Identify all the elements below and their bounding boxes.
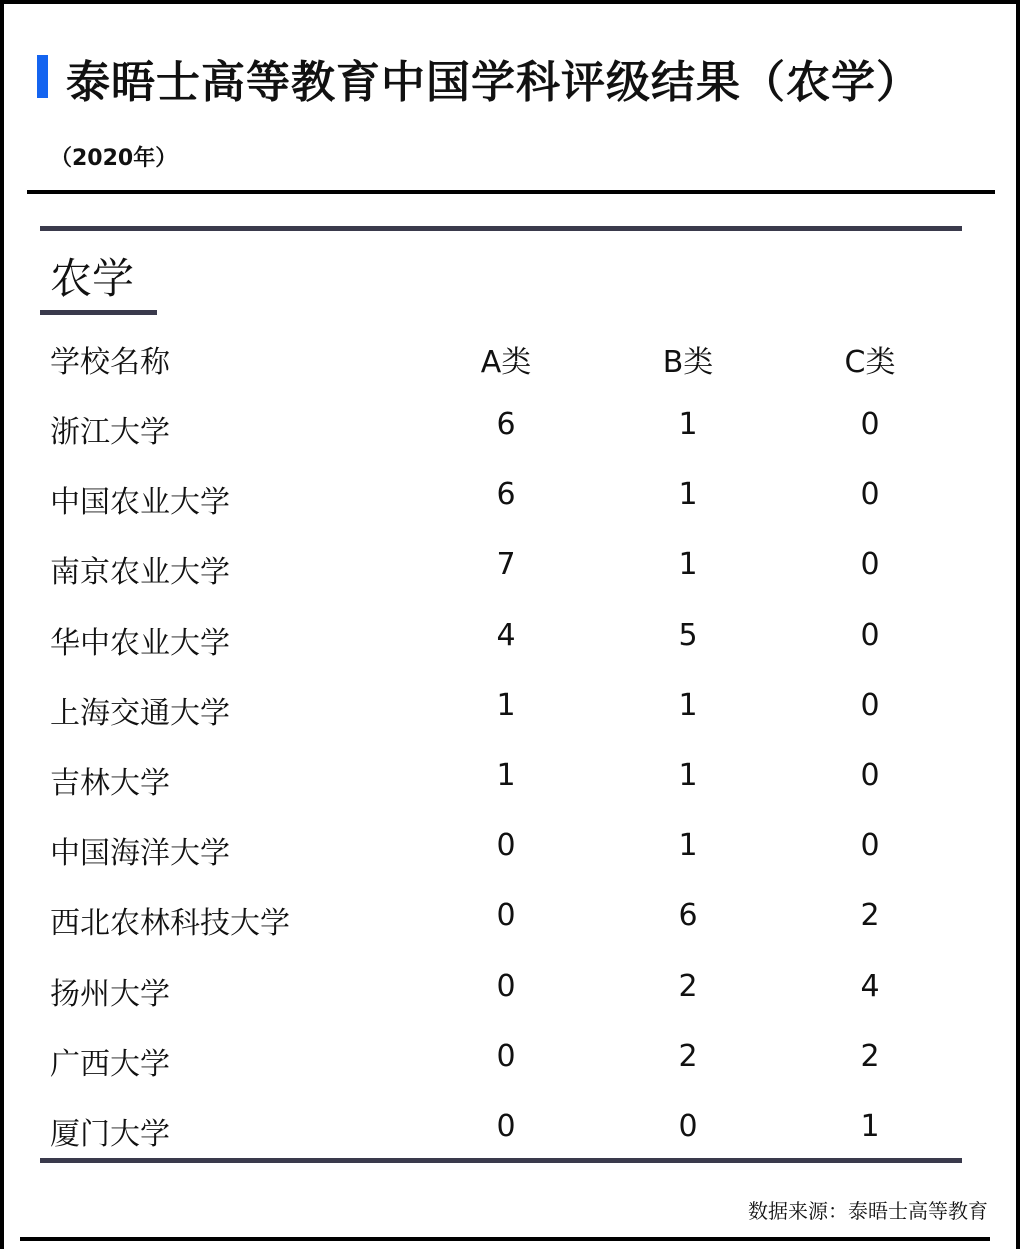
a-count: 6 (496, 477, 516, 513)
b-count: 2 (678, 968, 698, 1004)
a-count: 0 (496, 1109, 516, 1144)
table-row (0, 968, 1020, 1012)
school-name: 厦门大学 (50, 1117, 170, 1152)
table-row (0, 407, 1020, 450)
b-count: 1 (678, 828, 698, 864)
table-row (0, 828, 1020, 872)
divider (27, 190, 995, 194)
c-count: 0 (860, 617, 880, 653)
a-count: 0 (496, 828, 516, 864)
a-count: 1 (496, 687, 516, 723)
c-count: 0 (860, 547, 880, 583)
school-name: 中国海洋大学 (50, 836, 230, 872)
c-count: 2 (860, 1038, 880, 1074)
c-count: 1 (860, 1109, 880, 1144)
b-count: 2 (678, 1038, 698, 1074)
section-title: 农学 (50, 254, 135, 303)
b-count: 6 (678, 898, 698, 934)
a-count: 6 (496, 407, 516, 442)
a-count: 7 (496, 547, 516, 583)
school-name: 广西大学 (50, 1046, 170, 1082)
c-count: 0 (860, 477, 880, 513)
table-row (0, 547, 1020, 591)
a-count: 0 (496, 1038, 516, 1074)
table-row (0, 898, 1020, 942)
a-count: 4 (496, 617, 516, 653)
table-row (0, 477, 1020, 521)
a-count: 1 (496, 758, 516, 793)
a-count: 0 (496, 968, 516, 1004)
c-count: 0 (860, 687, 880, 723)
c-count: 2 (860, 898, 880, 934)
school-name: 吉林大学 (50, 766, 170, 801)
table-row (0, 758, 1020, 801)
header-school: 学校名称 (50, 345, 170, 380)
c-count: 4 (860, 968, 880, 1004)
data-source: 数据来源：泰晤士高等教育 (748, 1199, 988, 1223)
c-count: 0 (860, 758, 880, 793)
school-name: 上海交通大学 (50, 695, 230, 731)
school-name: 浙江大学 (50, 415, 170, 450)
school-name: 西北农林科技大学 (50, 906, 290, 942)
b-count: 1 (678, 758, 698, 793)
b-count: 1 (678, 687, 698, 723)
table-row (0, 1038, 1020, 1082)
footer-rule (20, 1237, 990, 1241)
table-row (0, 687, 1020, 731)
table-top-rule (40, 226, 962, 231)
school-name: 华中农业大学 (50, 625, 230, 661)
school-name: 扬州大学 (50, 976, 170, 1012)
page-subtitle: （2020年） (50, 146, 178, 171)
section-underline (40, 310, 157, 315)
page-title: 泰晤士高等教育中国学科评级结果（农学） (66, 57, 921, 108)
b-count: 5 (678, 617, 698, 653)
b-count: 1 (678, 477, 698, 513)
b-count: 0 (678, 1109, 698, 1144)
table-row (0, 1109, 1020, 1152)
header-a: A类 (480, 345, 532, 380)
b-count: 1 (678, 547, 698, 583)
c-count: 0 (860, 828, 880, 864)
school-name: 南京农业大学 (50, 555, 230, 591)
table-bottom-rule (40, 1158, 962, 1163)
c-count: 0 (860, 407, 880, 442)
b-count: 1 (678, 407, 698, 442)
table-header (0, 337, 1020, 380)
table-row (0, 617, 1020, 661)
header-b: B类 (662, 345, 714, 380)
title-accent-bar (37, 55, 48, 98)
a-count: 0 (496, 898, 516, 934)
header-c: C类 (844, 345, 896, 380)
school-name: 中国农业大学 (50, 485, 230, 521)
